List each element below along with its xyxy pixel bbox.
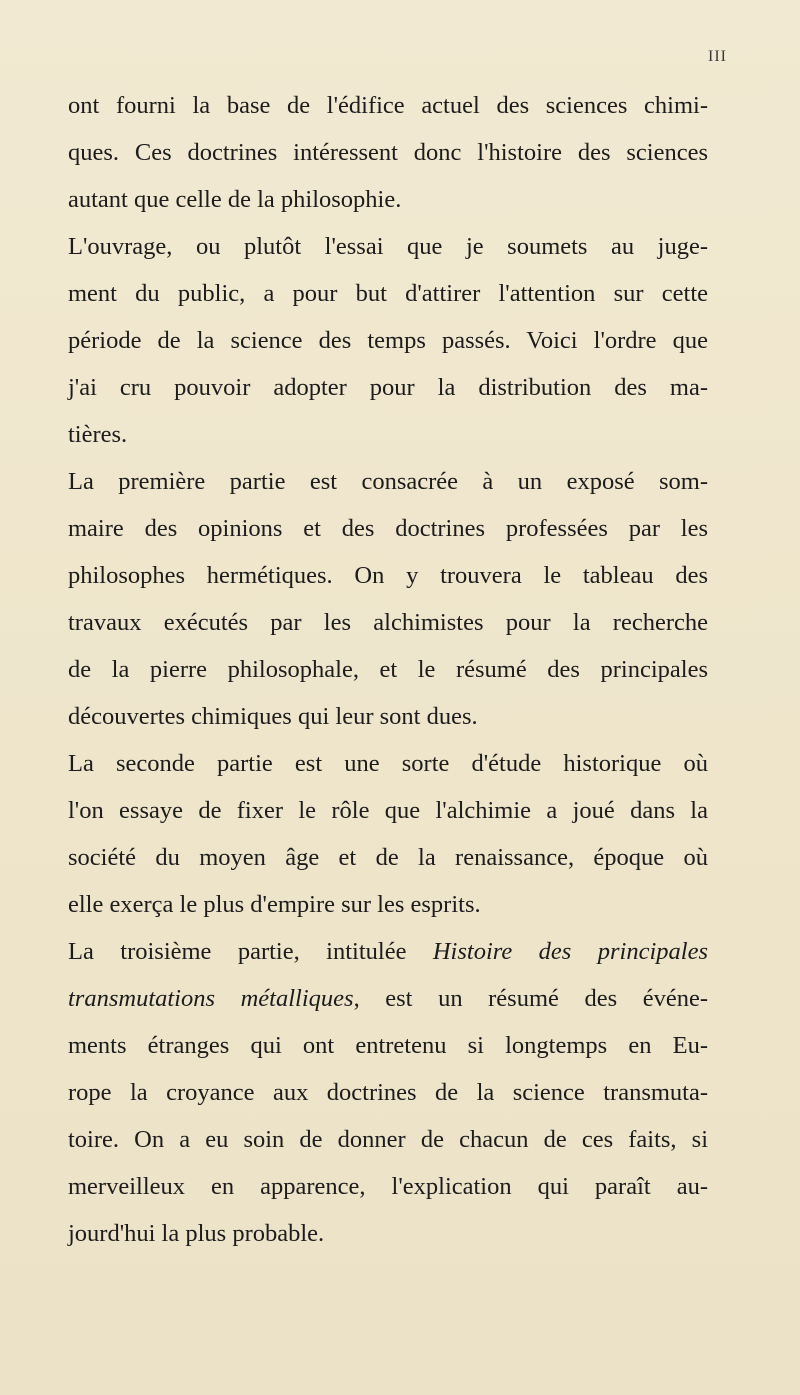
text-line: maire des opinions et des doctrines professées par les [68, 515, 708, 542]
text-line-mixed [68, 928, 708, 975]
text-line: ments étranges qui ont entretenu si longtemps en Eu- [68, 1032, 708, 1059]
text-line: jourd'hui la plus probable. [68, 1220, 325, 1247]
text-line: tières. [68, 421, 128, 448]
text-line: l'on essaye de fixer le rôle que l'alchimie a joué dans la [68, 797, 708, 824]
text-line: La seconde partie est une sorte d'étude historique où [68, 750, 708, 777]
text-line: découvertes chimiques qui leur sont dues. [68, 703, 478, 730]
text-run: , est un résumé des événe- [353, 985, 708, 1012]
text-line-mixed [68, 975, 708, 1022]
text-line: ont fourni la base de l'édifice actuel des sciences chimi- [68, 92, 708, 119]
text-line: ment du public, a pour but d'attirer l'attention sur cette [68, 280, 708, 307]
text-line: elle exerça le plus d'empire sur les esprits. [68, 891, 481, 918]
text-line: de la pierre philosophale, et le résumé des principales [68, 656, 708, 683]
text-line: travaux exécutés par les alchimistes pour la recherche [68, 609, 708, 636]
text-line: L'ouvrage, ou plutôt l'essai que je soumets au juge- [68, 233, 708, 260]
italic-title: Histoire des principales [432, 938, 708, 965]
text-line: philosophes hermétiques. On y trouvera le tableau des [68, 562, 708, 589]
text-line: période de la science des temps passés. Voici l'ordre que [68, 327, 708, 354]
body-text [68, 82, 708, 1257]
text-line: autant que celle de la philosophie. [68, 186, 402, 213]
page-number: III [708, 48, 727, 65]
text-line: merveilleux en apparence, l'explication qui paraît au- [68, 1173, 708, 1200]
text-line: toire. On a eu soin de donner de chacun de ces faits, si [68, 1126, 708, 1153]
text-run: La troisième partie, intitulée [68, 938, 433, 965]
text-line: ques. Ces doctrines intéressent donc l'histoire des sciences [68, 139, 708, 166]
text-line: j'ai cru pouvoir adopter pour la distribution des ma- [68, 374, 708, 401]
text-line: rope la croyance aux doctrines de la science transmuta- [68, 1079, 708, 1106]
text-line: La première partie est consacrée à un exposé som- [68, 468, 708, 495]
italic-title: transmutations métalliques [68, 985, 354, 1012]
text-line: société du moyen âge et de la renaissance, époque où [68, 844, 708, 871]
